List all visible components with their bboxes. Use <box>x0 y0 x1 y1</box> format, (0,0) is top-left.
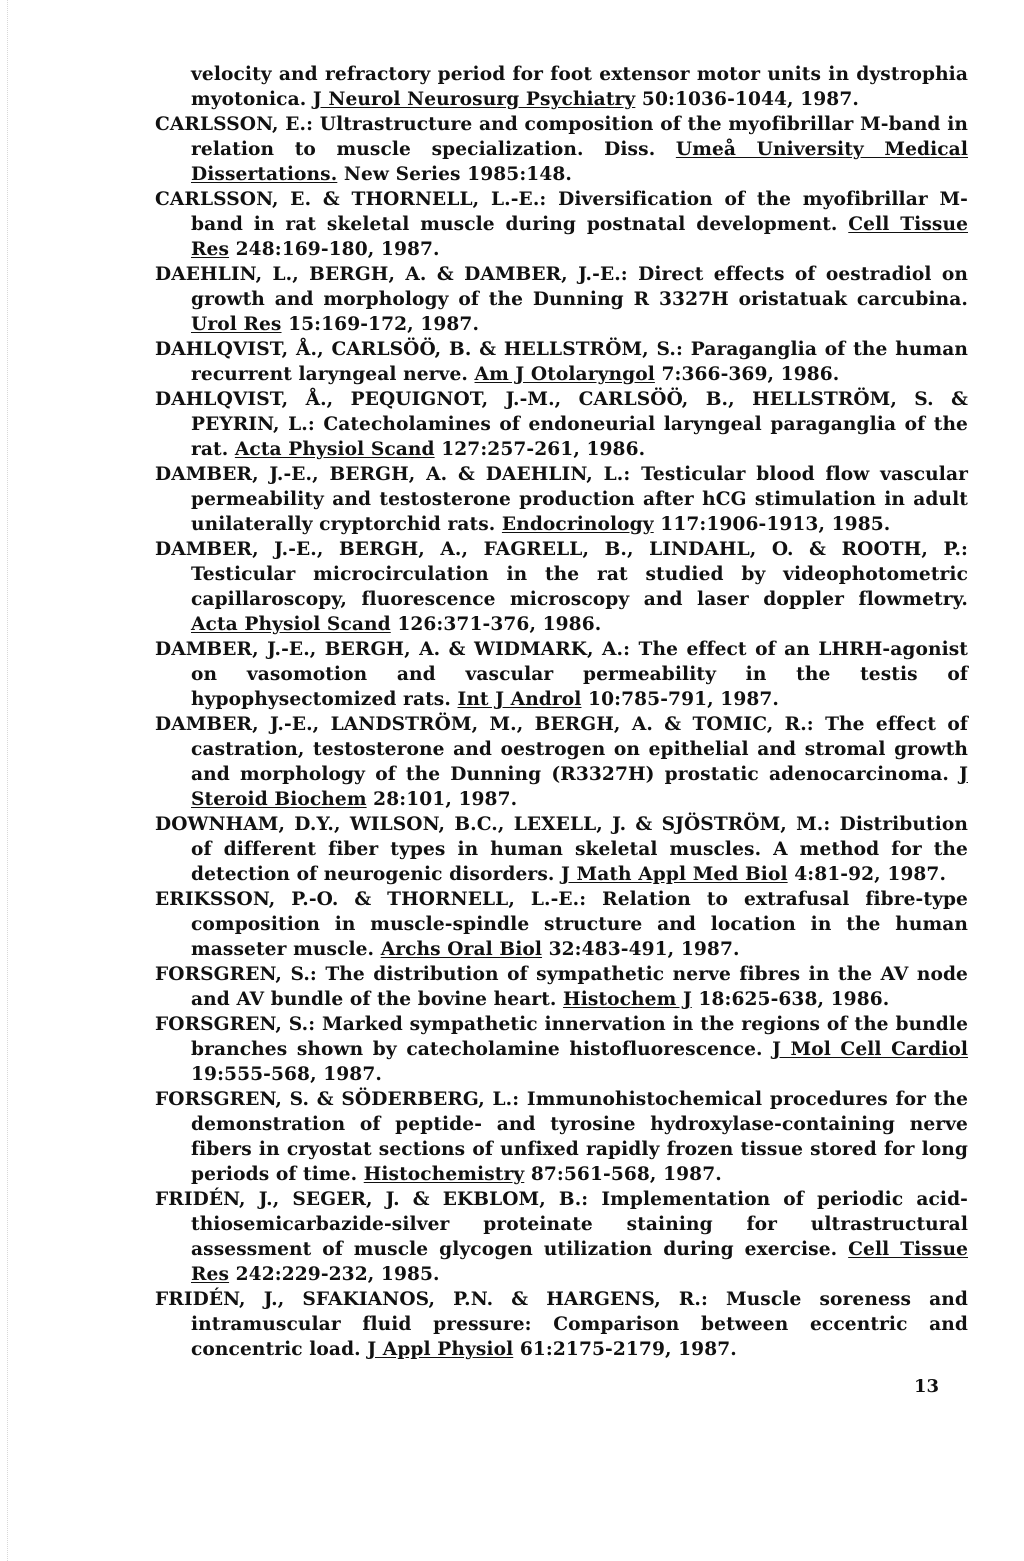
reference-entry <box>155 387 968 462</box>
reference-entry <box>155 1287 968 1362</box>
reference-entry <box>155 337 968 387</box>
reference-citation: 127:257-261, 1986. <box>434 439 646 460</box>
reference-text: DAEHLIN, L., BERGH, A. & DAMBER, J.-E.: Direct effects of oestradiol on growth and morphology of the Dunning R 3327H oristatuak carcubina. <box>155 264 968 310</box>
reference-citation: 87:561-568, 1987. <box>524 1164 722 1185</box>
reference-entry <box>155 962 968 1012</box>
reference-citation: 7:366-369, 1986. <box>654 364 840 385</box>
journal-title: Cell Tissue Res <box>191 214 969 260</box>
reference-citation: 117:1906-1913, 1985. <box>653 514 891 535</box>
journal-title: J Appl Physiol <box>367 1339 514 1360</box>
reference-text: DAMBER, J.-E., BERGH, A., FAGRELL, B., LINDAHL, O. & ROOTH, P.: Testicular microcirculation in the rat studied by videophotometric capillaroscopy, fluorescence microscopy and laser doppler flowmetry. <box>155 539 968 610</box>
journal-title: Histochem J <box>563 989 692 1010</box>
reference-citation: 61:2175-2179, 1987. <box>513 1339 737 1360</box>
reference-text: DOWNHAM, D.Y., WILSON, B.C., LEXELL, J. & SJÖSTRÖM, M.: Distribution of different fiber types in human skeletal muscles. A method for the detection of neurogenic disorders. <box>155 814 968 885</box>
reference-text: DAMBER, J.-E., BERGH, A. & WIDMARK, A.: The effect of an LHRH-agonist on vasomotion and vascular permeability in the testis of hypophysectomized rats. <box>155 639 968 710</box>
reference-entry <box>155 537 968 637</box>
reference-text: FORSGREN, S.: The distribution of sympathetic nerve fibres in the AV node and AV bundle of the bovine heart. <box>155 964 968 1010</box>
reference-text: FORSGREN, S.: Marked sympathetic innervation in the regions of the bundle branches shown by catecholamine histofluorescence. <box>155 1014 968 1060</box>
reference-entry <box>155 462 968 537</box>
reference-text: FRIDÉN, J., SEGER, J. & EKBLOM, B.: Implementation of periodic acid-thiosemicarbazide-silver proteinate staining for ultrastructural assessment of muscle glycogen utilization during exercise. <box>155 1189 968 1260</box>
journal-title: Archs Oral Biol <box>380 939 543 960</box>
reference-text: CARLSSON, E.: Ultrastructure and composition of the myofibrillar M-band in relation to muscle specialization. Diss. <box>155 114 968 160</box>
reference-entry <box>155 1187 968 1287</box>
page-number: 13 <box>914 1376 940 1397</box>
reference-citation: 10:785-791, 1987. <box>581 689 780 710</box>
reference-citation: 242:229-232, 1985. <box>229 1264 440 1285</box>
journal-title: Am J Otolaryngol <box>474 364 655 385</box>
journal-title: J Mol Cell Cardiol <box>772 1039 968 1060</box>
reference-citation: 4:81-92, 1987. <box>787 864 947 885</box>
journal-title: Histochemistry <box>363 1164 525 1185</box>
reference-entry <box>155 812 968 887</box>
scan-edge-line <box>7 0 9 1561</box>
reference-citation: 126:371-376, 1986. <box>390 614 602 635</box>
reference-text: DAMBER, J.-E., LANDSTRÖM, M., BERGH, A. & TOMIC, R.: The effect of castration, testosterone and oestrogen on epithelial and stromal growth and morphology of the Dunning (R3327H) prostatic adenocarcinoma. <box>155 714 968 785</box>
reference-text: DAHLQVIST, Å., CARLSÖÖ, B. & HELLSTRÖM, S.: Paraganglia of the human recurrent laryngeal nerve. <box>155 339 968 385</box>
reference-entry <box>155 187 968 262</box>
reference-entry <box>155 1012 968 1087</box>
journal-title: J Neurol Neurosurg Psychiatry <box>312 89 636 110</box>
journal-title: Acta Physiol Scand <box>234 439 435 460</box>
journal-title: Urol Res <box>191 314 282 335</box>
reference-text: velocity and refractory period for foot extensor motor units in dystrophia myotonica. <box>191 64 968 110</box>
reference-list <box>155 62 968 1362</box>
reference-citation: 50:1036-1044, 1987. <box>635 89 859 110</box>
journal-title: Cell Tissue Res <box>191 1239 968 1285</box>
reference-citation: New Series 1985:148. <box>337 164 572 185</box>
reference-citation: 15:169-172, 1987. <box>281 314 480 335</box>
reference-text: ERIKSSON, P.-O. & THORNELL, L.-E.: Relation to extrafusal fibre-type composition in muscle-spindle structure and location in the human masseter muscle. <box>155 889 968 960</box>
reference-entry <box>155 887 968 962</box>
journal-title: Umeå University Medical Dissertations. <box>191 139 968 185</box>
reference-citation: 248:169-180, 1987. <box>229 239 440 260</box>
reference-citation: 18:625-638, 1986. <box>691 989 890 1010</box>
journal-title: J Steroid Biochem <box>191 764 968 810</box>
reference-text: FRIDÉN, J., SFAKIANOS, P.N. & HARGENS, R.: Muscle soreness and intramuscular fluid pressure: Comparison between eccentric and concentric load. <box>155 1289 968 1360</box>
reference-text: DAMBER, J.-E., BERGH, A. & DAEHLIN, L.: Testicular blood flow vascular permeability and testosterone production after hCG stimulation in adult unilaterally cryptorchid rats. <box>155 464 968 535</box>
reference-entry <box>155 112 968 187</box>
reference-text: DAHLQVIST, Å., PEQUIGNOT, J.-M., CARLSÖÖ, B., HELLSTRÖM, S. & PEYRIN, L.: Catecholamines of endoneurial laryngeal paraganglia of the rat. <box>155 389 968 460</box>
reference-entry <box>155 62 968 112</box>
reference-entry <box>155 262 968 337</box>
journal-title: Acta Physiol Scand <box>191 614 391 635</box>
reference-citation: 28:101, 1987. <box>366 789 518 810</box>
reference-text: CARLSSON, E. & THORNELL, L.-E.: Diversification of the myofibrillar M-band in rat skeletal muscle during postnatal development. <box>155 189 968 235</box>
reference-entry <box>155 637 968 712</box>
reference-citation: 32:483-491, 1987. <box>542 939 740 960</box>
journal-title: Int J Androl <box>457 689 582 710</box>
reference-entry <box>155 1087 968 1187</box>
reference-entry <box>155 712 968 812</box>
journal-title: Endocrinology <box>501 514 654 535</box>
reference-text: FORSGREN, S. & SÖDERBERG, L.: Immunohistochemical procedures for the demonstration of peptide- and tyrosine hydroxylase-containing nerve fibers in cryostat sections of unfixed rapidly frozen tissue stored for long periods of time. <box>155 1089 968 1185</box>
journal-title: J Math Appl Med Biol <box>561 864 788 885</box>
reference-citation: 19:555-568, 1987. <box>191 1064 382 1085</box>
